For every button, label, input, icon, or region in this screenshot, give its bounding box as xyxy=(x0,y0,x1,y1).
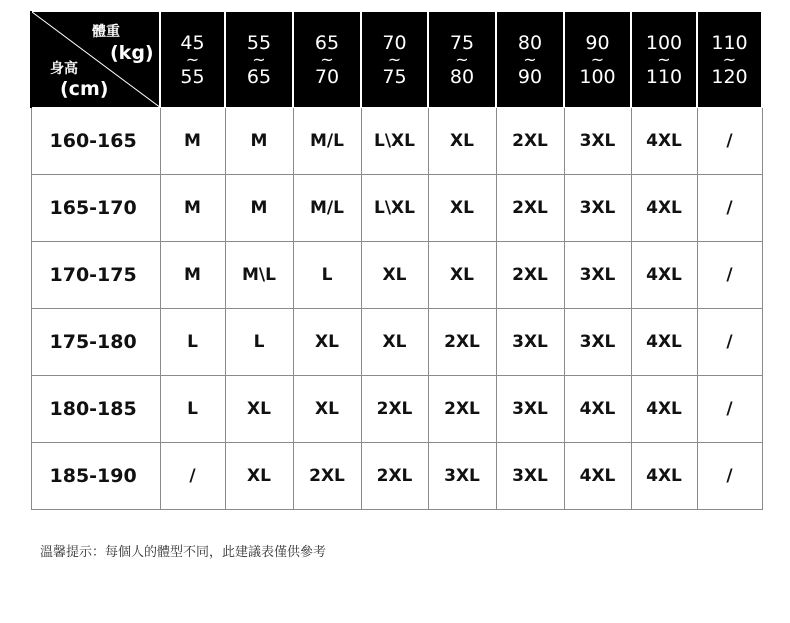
height-range-cell: 175-180 xyxy=(31,309,160,376)
table-row xyxy=(31,443,762,510)
size-cell: L\XL xyxy=(361,108,428,175)
size-cell: 3XL xyxy=(564,175,631,242)
size-cell: 3XL xyxy=(564,242,631,309)
weight-label: 體重 xyxy=(92,24,120,40)
size-cell: XL xyxy=(361,309,428,376)
weight-to: 70 xyxy=(314,65,340,88)
height-range-cell: 185-190 xyxy=(31,443,160,510)
weight-range-header xyxy=(225,12,293,108)
size-rows xyxy=(31,108,762,510)
size-cell: 2XL xyxy=(496,108,564,175)
weight-range xyxy=(698,33,761,87)
footnote-tip: 溫馨提示：每個人的體型不同，此建議表僅供參考 xyxy=(40,545,327,560)
size-cell: XL xyxy=(428,242,496,309)
weight-range-header xyxy=(428,12,496,108)
size-cell: 3XL xyxy=(564,309,631,376)
tilde-separator: ~ xyxy=(185,49,200,69)
weight-range-header xyxy=(361,12,428,108)
size-cell: 2XL xyxy=(496,175,564,242)
weight-from: 75 xyxy=(449,31,475,54)
weight-range-header xyxy=(496,12,564,108)
height-label: 身高 xyxy=(50,61,78,77)
height-range-cell: 170-175 xyxy=(31,242,160,309)
size-cell: / xyxy=(697,108,762,175)
size-cell: 2XL xyxy=(428,376,496,443)
size-cell: XL xyxy=(225,443,293,510)
weight-range xyxy=(294,33,360,87)
tilde-separator: ~ xyxy=(320,49,334,69)
size-cell: M\L xyxy=(225,242,293,309)
header-row xyxy=(31,12,762,108)
size-cell: 4XL xyxy=(631,376,697,443)
weight-to: 75 xyxy=(382,65,407,88)
size-cell: 2XL xyxy=(496,242,564,309)
size-cell: M/L xyxy=(293,108,361,175)
size-cell: L xyxy=(293,242,361,309)
size-cell: M xyxy=(225,175,293,242)
weight-from: 80 xyxy=(517,31,543,54)
table-row xyxy=(31,175,762,242)
size-cell: L xyxy=(160,376,225,443)
height-range-cell: 165-170 xyxy=(31,175,160,242)
size-cell: 4XL xyxy=(631,242,697,309)
height-range-cell: 160-165 xyxy=(31,108,160,175)
weight-from: 90 xyxy=(585,31,610,54)
size-cell: XL xyxy=(428,175,496,242)
weight-to: 80 xyxy=(449,65,475,88)
height-range-cell: 180-185 xyxy=(31,376,160,443)
size-cell: / xyxy=(160,443,225,510)
weight-to: 110 xyxy=(645,65,683,88)
weight-to: 90 xyxy=(517,65,543,88)
size-cell: 3XL xyxy=(428,443,496,510)
weight-range-header xyxy=(293,12,361,108)
size-cell: M xyxy=(160,175,225,242)
size-cell: 2XL xyxy=(361,443,428,510)
table-row xyxy=(31,242,762,309)
size-cell: XL xyxy=(293,309,361,376)
weight-range xyxy=(362,33,427,87)
table-row xyxy=(31,108,762,175)
size-cell: 3XL xyxy=(496,309,564,376)
size-cell: 4XL xyxy=(631,309,697,376)
size-cell: 3XL xyxy=(564,108,631,175)
table-row xyxy=(31,376,762,443)
weight-range xyxy=(565,33,630,87)
size-cell: 3XL xyxy=(496,376,564,443)
weight-to: 65 xyxy=(246,65,272,88)
tilde-separator: ~ xyxy=(455,49,469,69)
weight-range-header xyxy=(564,12,631,108)
weight-range-header xyxy=(160,12,225,108)
size-cell: 2XL xyxy=(428,309,496,376)
table-row xyxy=(31,309,762,376)
size-cell: L xyxy=(225,309,293,376)
size-cell: M xyxy=(160,242,225,309)
tilde-separator: ~ xyxy=(722,49,737,69)
size-cell: 4XL xyxy=(631,443,697,510)
size-cell: M xyxy=(160,108,225,175)
weight-to: 55 xyxy=(180,65,205,88)
size-cell: / xyxy=(697,242,762,309)
weight-from: 55 xyxy=(246,31,272,54)
weight-to: 100 xyxy=(579,65,616,88)
size-cell: XL xyxy=(225,376,293,443)
size-cell: / xyxy=(697,443,762,510)
size-cell: 3XL xyxy=(496,443,564,510)
weight-from: 65 xyxy=(314,31,340,54)
size-cell: XL xyxy=(428,108,496,175)
size-cell: 2XL xyxy=(293,443,361,510)
size-cell: L\XL xyxy=(361,175,428,242)
size-cell: 4XL xyxy=(631,175,697,242)
weight-unit: (kg) xyxy=(110,42,154,64)
height-unit: (cm) xyxy=(60,78,109,100)
weight-range xyxy=(632,33,696,87)
weight-range xyxy=(161,33,224,87)
size-cell: / xyxy=(697,309,762,376)
weight-from: 100 xyxy=(645,31,683,54)
corner-cell xyxy=(31,12,160,108)
tilde-separator: ~ xyxy=(523,49,537,69)
size-cell: XL xyxy=(293,376,361,443)
size-chart-table xyxy=(30,11,763,510)
weight-range xyxy=(226,33,292,87)
size-cell: 2XL xyxy=(361,376,428,443)
size-cell: 4XL xyxy=(564,376,631,443)
size-cell: M xyxy=(225,108,293,175)
weight-to: 120 xyxy=(711,65,748,88)
weight-range-header xyxy=(697,12,762,108)
size-cell: M/L xyxy=(293,175,361,242)
tilde-separator: ~ xyxy=(657,49,671,69)
size-cell: L xyxy=(160,309,225,376)
size-cell: 4XL xyxy=(564,443,631,510)
weight-from: 110 xyxy=(711,31,748,54)
size-cell: XL xyxy=(361,242,428,309)
weight-range-header xyxy=(631,12,697,108)
tilde-separator: ~ xyxy=(590,49,605,69)
tilde-separator: ~ xyxy=(252,49,266,69)
size-cell: 4XL xyxy=(631,108,697,175)
weight-from: 45 xyxy=(180,31,205,54)
weight-range xyxy=(429,33,495,87)
size-cell: / xyxy=(697,175,762,242)
size-cell: / xyxy=(697,376,762,443)
tilde-separator: ~ xyxy=(387,49,402,69)
weight-range xyxy=(497,33,563,87)
weight-from: 70 xyxy=(382,31,407,54)
